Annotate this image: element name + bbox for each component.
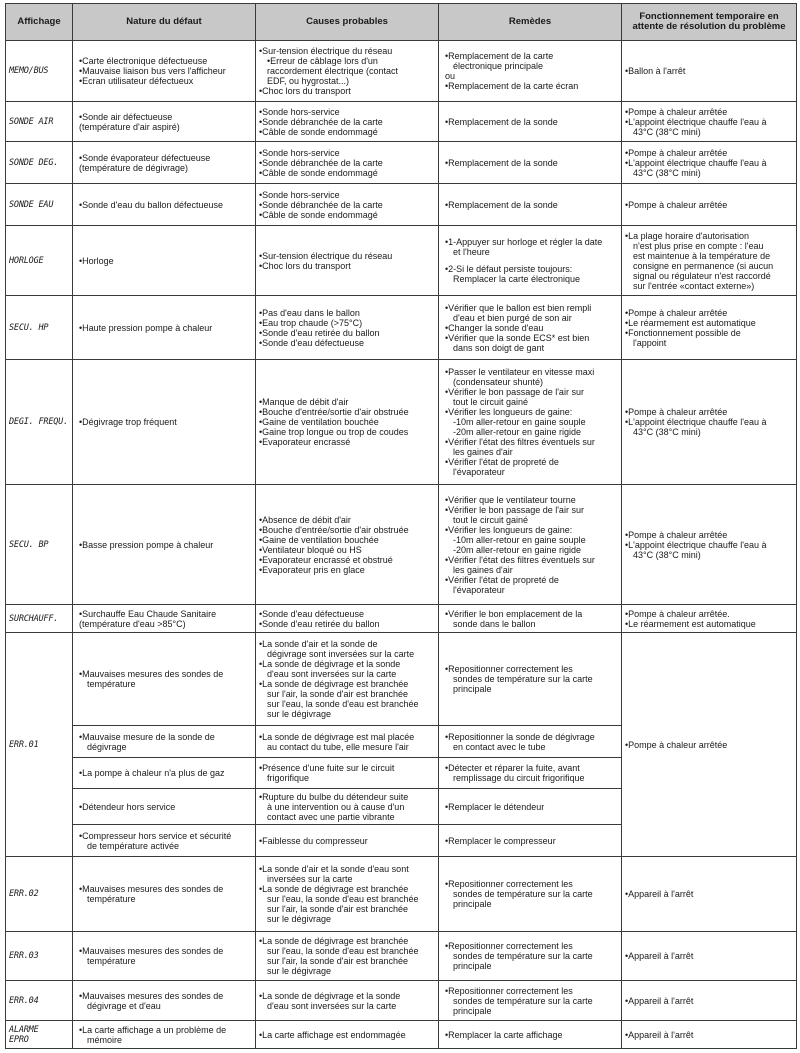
cell-line: EPRO (9, 1034, 29, 1045)
cell-line: les gaines d'air (453, 564, 513, 575)
cell-line: •Surchauffe Eau Chaude Sanitaire (79, 608, 217, 619)
causes-cell (256, 726, 439, 758)
cell-line: ALARME (9, 1024, 39, 1035)
cell-line: •Remplacer la carte affichage (445, 1029, 563, 1040)
cell-line: •Pompe à chaleur arrêtée (625, 106, 728, 117)
cell-line: •Câble de sonde endommagé (259, 209, 378, 220)
cell-line: sur l'air, la sonde d'air est branchée (267, 904, 409, 914)
table-row (6, 296, 797, 360)
cell-line: sur l'air, la sonde d'air est branchée (267, 689, 409, 699)
nature-cell (73, 142, 256, 184)
remedes-cell (439, 605, 622, 633)
cell-line: •Le réarmement est automatique (625, 317, 756, 328)
remedes-cell (439, 184, 622, 226)
cell-line: •Présence d'une fuite sur le circuit (259, 763, 395, 773)
fonctionnement-cell (622, 857, 797, 932)
nature-cell (73, 102, 256, 142)
nature-cell (73, 360, 256, 485)
cell-line: •Rupture du bulbe du détendeur suite (259, 791, 409, 802)
cell-line: tout le circuit gainé (453, 397, 529, 407)
cell-line: 43°C (38°C mini) (633, 549, 701, 560)
cell-line: •Bouche d'entrée/sortie d'air obstruée (259, 407, 409, 417)
nature-cell (73, 1021, 256, 1049)
header-causes: Causes probables (256, 4, 439, 41)
cell-line: •Dégivrage trop fréquent (79, 417, 177, 427)
nature-cell (73, 857, 256, 932)
cell-line: •Eau trop chaude (>75°C) (259, 317, 363, 328)
code-cell: MEMO/BUS (6, 41, 73, 102)
cell-line: •Vérifier l'état de propreté de (445, 574, 559, 585)
cell-line: •Sonde hors-service (259, 147, 340, 158)
cell-line: -10m aller-retour en gaine souple (453, 534, 586, 545)
code-cell: HORLOGE (6, 226, 73, 296)
header-fonctionnement: Fonctionnement temporaire en attente de résolution du problème (622, 4, 797, 41)
cell-line: sondes de température sur la carte (453, 951, 593, 961)
cell-line: au contact du tube, elle mesure l'air (267, 741, 409, 752)
nature-cell (73, 758, 256, 789)
cell-line: •Mauvaises mesures des sondes de (79, 884, 224, 894)
cell-line: principale (453, 899, 492, 909)
cell-line: •Gaine de ventilation bouchée (259, 417, 379, 427)
cell-line: (température de dégivrage) (79, 162, 189, 173)
header-row (6, 4, 797, 41)
cell-line: d'eau et bien purgé de son air (453, 312, 572, 323)
cell-line: •Appareil à l'arrêt (625, 1029, 694, 1040)
cell-line: -10m aller-retour en gaine souple (453, 417, 586, 427)
nature-cell (73, 485, 256, 605)
cell-line: •Repositionner correctement les (445, 879, 573, 889)
causes-cell (256, 633, 439, 726)
cell-line: •Absence de débit d'air (259, 514, 351, 525)
cell-line: •Bouche d'entrée/sortie d'air obstruée (259, 524, 409, 535)
cell-line: •Sonde d'eau retirée du ballon (259, 327, 380, 338)
cell-line: •1-Appuyer sur horloge et régler la date (445, 237, 603, 247)
cell-line: •Mauvaises mesures des sondes de (79, 990, 224, 1001)
cell-line: (condensateur shunté) (453, 377, 544, 387)
cell-line: d'eau sont inversées sur la carte (267, 1000, 397, 1011)
cell-line: sur l'eau, la sonde d'eau est branchée (267, 894, 419, 904)
cell-line: EDF, ou hygrostat...) (267, 76, 350, 86)
cell-line: mémoire (87, 1034, 123, 1045)
cell-line: •Remplacer le détendeur (445, 801, 545, 812)
cell-line: •Vérifier l'état des filtres éventuels sur (445, 437, 595, 447)
cell-line: signal ou régulateur n'est raccordé (633, 270, 771, 281)
cell-line: ou (445, 71, 456, 81)
cell-line: •Sonde d'eau retirée du ballon (259, 618, 380, 629)
code-cell: ERR.04 (6, 981, 73, 1021)
remedes-cell (439, 360, 622, 485)
cell-line: •Ballon à l'arrêt (625, 66, 686, 76)
cell-line: •Appareil à l'arrêt (625, 951, 694, 961)
causes-cell (256, 184, 439, 226)
cell-line: •Faiblesse du compresseur (259, 835, 368, 846)
cell-line: •Evaporateur encrassé et obstrué (259, 554, 393, 565)
cell-line: •Vérifier le bon passage de l'air sur (445, 504, 584, 515)
cell-line: •L'appoint électrique chauffe l'eau à (625, 157, 767, 168)
cell-line: •Vérifier le bon passage de l'air sur (445, 387, 584, 397)
cell-line: •La carte affichage est endommagée (259, 1029, 406, 1040)
cell-line: température (87, 956, 136, 966)
cell-line: •La sonde de dégivrage est branchée (259, 884, 409, 894)
cell-line: •Vérifier les longueurs de gaine: (445, 407, 573, 417)
fonctionnement-cell (622, 485, 797, 605)
cell-line: •Sonde d'eau défectueuse (259, 608, 364, 619)
causes-cell (256, 789, 439, 825)
remedes-cell (439, 102, 622, 142)
cell-line: •Haute pression pompe à chaleur (79, 322, 213, 333)
table-row (6, 981, 797, 1021)
cell-line: •Carte électronique défectueuse (79, 56, 208, 66)
fonctionnement-cell (622, 142, 797, 184)
cell-line: •La sonde d'air et la sonde de (259, 639, 378, 649)
cell-line: •Gaine de ventilation bouchée (259, 534, 379, 545)
cell-line: principale (453, 961, 492, 971)
remedes-cell (439, 726, 622, 758)
cell-line: •Pompe à chaleur arrêtée (625, 147, 728, 158)
cell-line: •Repositionner correctement les (445, 664, 573, 674)
cell-line: l'appoint (633, 337, 667, 348)
cell-line: sonde dans le ballon (453, 618, 536, 629)
cell-line: (température d'eau >85°C) (79, 618, 186, 629)
cell-line: -20m aller-retour en gaine rigide (453, 427, 582, 437)
cell-line: n'est plus prise en compte : l'eau (633, 240, 764, 251)
fonctionnement-cell (622, 102, 797, 142)
cell-line: sur l'eau, la sonde d'eau est branchée (267, 699, 419, 709)
causes-cell (256, 605, 439, 633)
code-cell (6, 1021, 73, 1049)
cell-line: sondes de température sur la carte (453, 995, 593, 1006)
cell-line: •Sonde hors-service (259, 189, 340, 200)
cell-line: •Sonde d'eau défectueuse (259, 337, 364, 348)
cell-line: •2-Si le défaut persiste toujours: (445, 264, 573, 274)
remedes-cell (439, 758, 622, 789)
table-row (6, 226, 797, 296)
cell-line: •Choc lors du transport (259, 260, 351, 271)
cell-line: dans son doigt de gant (453, 342, 545, 353)
code-cell: SECU. BP (6, 485, 73, 605)
remedes-cell (439, 1021, 622, 1049)
fonctionnement-cell (622, 360, 797, 485)
fonctionnement-cell (622, 633, 797, 857)
remedes-cell (439, 296, 622, 360)
cell-line: de température activée (87, 840, 180, 851)
cell-line: •Passer le ventilateur en vitesse maxi (445, 367, 595, 377)
cell-line: •Câble de sonde endommagé (259, 126, 378, 137)
fault-table (5, 3, 797, 1049)
code-cell: SONDE EAU (6, 184, 73, 226)
table-row (6, 605, 797, 633)
remedes-cell (439, 226, 622, 296)
cell-line: •Vérifier le bon emplacement de la (445, 608, 583, 619)
causes-cell (256, 1021, 439, 1049)
cell-line: sur l'entrée «contact externe») (633, 280, 755, 291)
remedes-cell (439, 485, 622, 605)
cell-line: •Vérifier l'état des filtres éventuels sur (445, 554, 595, 565)
code-cell: SECU. HP (6, 296, 73, 360)
nature-cell (73, 296, 256, 360)
cell-line: sur le dégivrage (267, 966, 332, 976)
causes-cell (256, 932, 439, 981)
remedes-cell (439, 981, 622, 1021)
causes-cell (256, 360, 439, 485)
causes-cell (256, 142, 439, 184)
cell-line: •Repositionner la sonde de dégivrage (445, 731, 595, 742)
header-remedes: Remèdes (439, 4, 622, 41)
cell-line: l'évaporateur (453, 584, 505, 595)
table-row (6, 142, 797, 184)
cell-line: •Pompe à chaleur arrêtée (625, 199, 728, 210)
cell-line: •La carte affichage a un problème de (79, 1024, 227, 1035)
causes-cell (256, 41, 439, 102)
fonctionnement-cell (622, 41, 797, 102)
nature-cell (73, 41, 256, 102)
cell-line: •Sonde hors-service (259, 106, 340, 117)
fonctionnement-cell (622, 296, 797, 360)
table-row (6, 41, 797, 102)
cell-line: est maintenue à la température de (633, 250, 771, 261)
remedes-cell (439, 41, 622, 102)
cell-line: •Vérifier l'état de propreté de (445, 457, 559, 467)
cell-line: les gaines d'air (453, 447, 513, 457)
header-affichage: Affichage (6, 4, 73, 41)
cell-line: •Evaporateur pris en glace (259, 564, 365, 575)
cell-line: •Appareil à l'arrêt (625, 889, 694, 899)
causes-cell (256, 825, 439, 857)
cell-line: (température d'air aspiré) (79, 121, 180, 132)
causes-cell (256, 981, 439, 1021)
cell-line: •La sonde de dégivrage est mal placée (259, 731, 415, 742)
cell-line: •Le réarmement est automatique (625, 618, 756, 629)
cell-line: •L'appoint électrique chauffe l'eau à (625, 539, 767, 550)
cell-line: 43°C (38°C mini) (633, 126, 701, 137)
cell-line: 43°C (38°C mini) (633, 427, 701, 437)
code-cell: ERR.02 (6, 857, 73, 932)
cell-line: sondes de température sur la carte (453, 674, 593, 684)
cell-line: •Vérifier que la sonde ECS* est bien (445, 332, 590, 343)
cell-line: sur l'air, la sonde d'air est branchée (267, 956, 409, 966)
fonctionnement-cell (622, 184, 797, 226)
cell-line: contact avec une partie vibrante (267, 811, 395, 822)
cell-line: remplissage du circuit frigorifique (453, 773, 585, 783)
cell-line: inversées sur la carte (267, 874, 353, 884)
cell-line: •Vérifier que le ventilateur tourne (445, 494, 576, 505)
code-cell: SURCHAUFF. (6, 605, 73, 633)
cell-line: •Gaine trop longue ou trop de coudes (259, 427, 409, 437)
cell-line: •Changer la sonde d'eau (445, 322, 544, 333)
header-nature: Nature du défaut (73, 4, 256, 41)
cell-line: •Pompe à chaleur arrêtée (625, 739, 728, 750)
nature-cell (73, 981, 256, 1021)
cell-line: •Horloge (79, 255, 114, 266)
remedes-cell (439, 142, 622, 184)
cell-line: •Remplacement de la carte écran (445, 81, 579, 91)
cell-line: principale (453, 1005, 492, 1016)
nature-cell (73, 726, 256, 758)
causes-cell (256, 758, 439, 789)
cell-line: •Sur-tension électrique du réseau (259, 250, 393, 261)
causes-cell (256, 102, 439, 142)
cell-line: •Pompe à chaleur arrêtée (625, 307, 728, 318)
cell-line: •Mauvaises mesures des sondes de (79, 946, 224, 956)
causes-cell (256, 485, 439, 605)
cell-line: •Remplacer le compresseur (445, 835, 556, 846)
cell-line: •Mauvaise mesure de la sonde de (79, 731, 215, 742)
cell-line: en contact avec le tube (453, 741, 546, 752)
cell-line: sondes de température sur la carte (453, 889, 593, 899)
cell-line: •Repositionner correctement les (445, 985, 573, 996)
cell-line: •Détendeur hors service (79, 801, 176, 812)
fonctionnement-cell (622, 1021, 797, 1049)
nature-cell (73, 789, 256, 825)
cell-line: •La plage horaire d'autorisation (625, 230, 749, 241)
cell-line: •Repositionner correctement les (445, 941, 573, 951)
table-row (6, 857, 797, 932)
cell-line: •Ventilateur bloqué ou HS (259, 544, 362, 555)
code-cell: DEGI. FREQU. (6, 360, 73, 485)
cell-line: sur l'eau, la sonde d'eau est branchée (267, 946, 419, 956)
cell-line: •Détecter et réparer la fuite, avant (445, 763, 580, 773)
table-row (6, 485, 797, 605)
nature-cell (73, 226, 256, 296)
cell-line: •La sonde d'air et la sonde d'eau sont (259, 864, 409, 874)
table-row (6, 633, 797, 726)
fonctionnement-cell (622, 226, 797, 296)
cell-line: •Erreur de câblage lors d'un (267, 56, 378, 66)
table-row (6, 1021, 797, 1049)
cell-line: sur le dégivrage (267, 914, 332, 924)
nature-cell (73, 184, 256, 226)
remedes-cell (439, 789, 622, 825)
cell-line: •Vérifier les longueurs de gaine: (445, 524, 573, 535)
cell-line: •Pas d'eau dans le ballon (259, 307, 360, 318)
nature-cell (73, 825, 256, 857)
table-row (6, 360, 797, 485)
cell-line: •Mauvaise liaison bus vers l'afficheur (79, 66, 226, 76)
cell-line: dégivrage sont inversées sur la carte (267, 649, 415, 659)
cell-line: •Sonde air défectueuse (79, 111, 173, 122)
nature-cell (73, 932, 256, 981)
cell-line: frigorifique (267, 773, 310, 783)
cell-line: •La sonde de dégivrage est branchée (259, 679, 409, 689)
fonctionnement-cell (622, 605, 797, 633)
cell-line: d'eau sont inversées sur la carte (267, 669, 397, 679)
table-row (6, 184, 797, 226)
table-row (6, 932, 797, 981)
cell-line: •Manque de débit d'air (259, 397, 349, 407)
causes-cell (256, 296, 439, 360)
cell-line: •Câble de sonde endommagé (259, 167, 378, 178)
remedes-cell (439, 825, 622, 857)
remedes-cell (439, 633, 622, 726)
cell-line: •Ecran utilisateur défectueux (79, 76, 194, 86)
cell-line: •Remplacement de la sonde (445, 157, 558, 168)
causes-cell (256, 226, 439, 296)
cell-line: •Sonde débranchée de la carte (259, 199, 383, 210)
cell-line: •Vérifier que le ballon est bien rempli (445, 302, 592, 313)
cell-line: tout le circuit gainé (453, 514, 529, 525)
remedes-cell (439, 857, 622, 932)
cell-line: •Remplacement de la sonde (445, 116, 558, 127)
cell-line: •Pompe à chaleur arrêtée (625, 529, 728, 540)
fonctionnement-cell (622, 932, 797, 981)
nature-cell (73, 633, 256, 726)
cell-line: •L'appoint électrique chauffe l'eau à (625, 116, 767, 127)
cell-line: l'évaporateur (453, 467, 505, 477)
causes-cell (256, 857, 439, 932)
cell-line: principale (453, 684, 492, 694)
cell-line: •La pompe à chaleur n'a plus de gaz (79, 768, 225, 778)
cell-line: sur le dégivrage (267, 709, 332, 719)
table-row (6, 102, 797, 142)
cell-line: •Mauvaises mesures des sondes de (79, 669, 224, 679)
cell-line: •La sonde de dégivrage est branchée (259, 936, 409, 946)
cell-line: et l'heure (453, 247, 490, 257)
cell-line: consigne en permanence (si aucun (633, 260, 774, 271)
remedes-cell (439, 932, 622, 981)
cell-line: •Pompe à chaleur arrêtée. (625, 608, 730, 619)
cell-line: électronique principale (453, 61, 544, 71)
cell-line: température (87, 679, 136, 689)
spacer (445, 257, 618, 264)
cell-line: •Remplacement de la sonde (445, 199, 558, 210)
cell-line: •Sur-tension électrique du réseau (259, 46, 393, 56)
cell-line: •Sonde débranchée de la carte (259, 116, 383, 127)
cell-line: -20m aller-retour en gaine rigide (453, 544, 582, 555)
cell-line: •Remplacement de la carte (445, 51, 554, 61)
cell-line: •La sonde de dégivrage et la sonde (259, 990, 401, 1001)
nature-cell (73, 605, 256, 633)
code-cell: SONDE AIR (6, 102, 73, 142)
cell-line: •La sonde de dégivrage et la sonde (259, 659, 401, 669)
cell-line: •Pompe à chaleur arrêtée (625, 407, 728, 417)
cell-line: température (87, 894, 136, 904)
cell-line: •L'appoint électrique chauffe l'eau à (625, 417, 767, 427)
fonctionnement-cell (622, 981, 797, 1021)
cell-line: •Sonde débranchée de la carte (259, 157, 383, 168)
cell-line: 43°C (38°C mini) (633, 167, 701, 178)
cell-line: dégivrage (87, 741, 127, 752)
cell-line: raccordement électrique (contact (267, 66, 399, 76)
code-cell: SONDE DEG. (6, 142, 73, 184)
code-cell: ERR.01 (6, 633, 73, 857)
cell-line: •Sonde d'eau du ballon défectueuse (79, 199, 223, 210)
cell-line: •Appareil à l'arrêt (625, 995, 694, 1006)
code-cell: ERR.03 (6, 932, 73, 981)
cell-line: •Compresseur hors service et sécurité (79, 830, 232, 841)
cell-line: •Choc lors du transport (259, 86, 351, 96)
cell-line: •Sonde évaporateur défectueuse (79, 152, 211, 163)
cell-line: •Evaporateur encrassé (259, 437, 351, 447)
cell-line: •Fonctionnement possible de (625, 327, 741, 338)
cell-line: •Basse pression pompe à chaleur (79, 539, 214, 550)
cell-line: Remplacer la carte électronique (453, 274, 581, 284)
cell-line: à une intervention ou à cause d'un (267, 801, 405, 812)
cell-line: dégivrage et d'eau (87, 1000, 161, 1011)
